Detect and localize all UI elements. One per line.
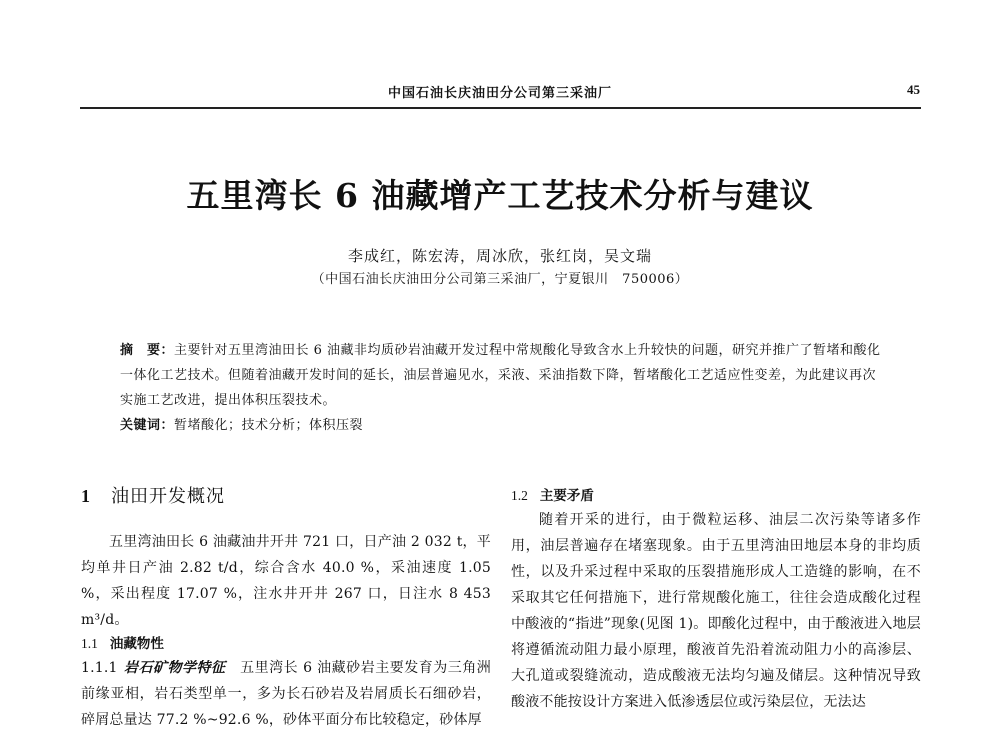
keywords <box>120 413 885 438</box>
subsection-title: 主要矛盾 <box>539 488 594 504</box>
authors: 李成红，陈宏涛，周冰欣，张红岗，吴文瑞 <box>347 247 652 265</box>
affiliation: （中国石油长庆油田分公司第三采油厂，宁夏银川 750006） <box>311 272 689 287</box>
page-number: 45 <box>907 82 920 97</box>
overview-paragraph: 五里湾油田长 6 油藏油井开井 721 口，日产油 2 032 t，平均单井日产油 2.82 t/d，综合含水 40.0 %，采油速度 1.05 %，采出程度 17.07 %，注水井开井 267 口，日注水 8 453 m³/d。 <box>81 534 491 628</box>
section-title: 油田开发概况 <box>111 486 225 507</box>
sub-subsection-text: 五里湾长 6 油藏砂岩主要发育为三角洲前缘亚相，岩石类型单一，多为长石砂岩及岩屑质长石细砂岩，碎屑总量达 77.2 %~92.6 %，砂体平面分布比较稳定，砂体厚 <box>81 660 492 728</box>
sub-subsection-number: 1.1.1 <box>81 660 118 676</box>
header-rule <box>80 107 921 109</box>
subsection-number: 1.1 <box>81 636 98 651</box>
keywords-text: 暂堵酸化；技术分析；体积压裂 <box>174 418 364 433</box>
sub-subsection-label: 岩石矿物学特征 <box>123 660 226 676</box>
subsection-heading-1-1 <box>81 633 491 655</box>
subsection-title: 油藏物性 <box>109 636 164 652</box>
abstract-label: 摘 要： <box>120 343 175 358</box>
section-number: 1 <box>81 486 91 506</box>
abstract-block <box>120 338 885 438</box>
main-problem-paragraph: 随着开采的进行，由于微粒运移、油层二次污染等诸多作用，油层普遍存在堵塞现象。由于五里湾油田地层本身的非均质性，以及升采过程中采取的压裂措施形成人工造缝的影响，在不采取其它任何措施下，进行常规酸化施工，往往会造成酸化过程中酸液的“指进”现象(见图 1)。即酸化过程中，由于酸液进入地层将遵循流动阻力最小原理，酸液首先沿着流动阻力小的高渗层、大孔道或裂缝流动，造成酸液无法均匀遍及储层。这种情况导致酸液不能按设计方案进入低渗透层位或污染层位，无法达 <box>511 512 921 710</box>
subsection-heading-1-2 <box>511 485 921 507</box>
keywords-label: 关键词： <box>120 418 175 433</box>
section-heading-1 <box>81 485 491 521</box>
left-column <box>81 485 491 733</box>
running-header <box>0 80 1000 104</box>
abstract <box>120 338 885 413</box>
running-title: 中国石油长庆油田分公司第三采油厂 <box>387 86 612 101</box>
subsection-number: 1.2 <box>511 488 528 503</box>
paper-title: 五里湾长 6 油藏增产工艺技术分析与建议 <box>186 176 814 215</box>
abstract-text: 主要针对五里湾油田长 6 油藏非均质砂岩油藏开发过程中常规酸化导致含水上升较快的问题，研究并推广了暂堵和酸化一体化工艺技术。但随着油藏开发时间的延长，油层普遍见水，采液、采油指数下降，暂堵酸化工艺适应性变差，为此建议再次实施工艺改进，提出体积压裂技术。 <box>120 343 881 408</box>
right-column <box>511 485 921 715</box>
mineralogy-paragraph <box>81 655 491 733</box>
